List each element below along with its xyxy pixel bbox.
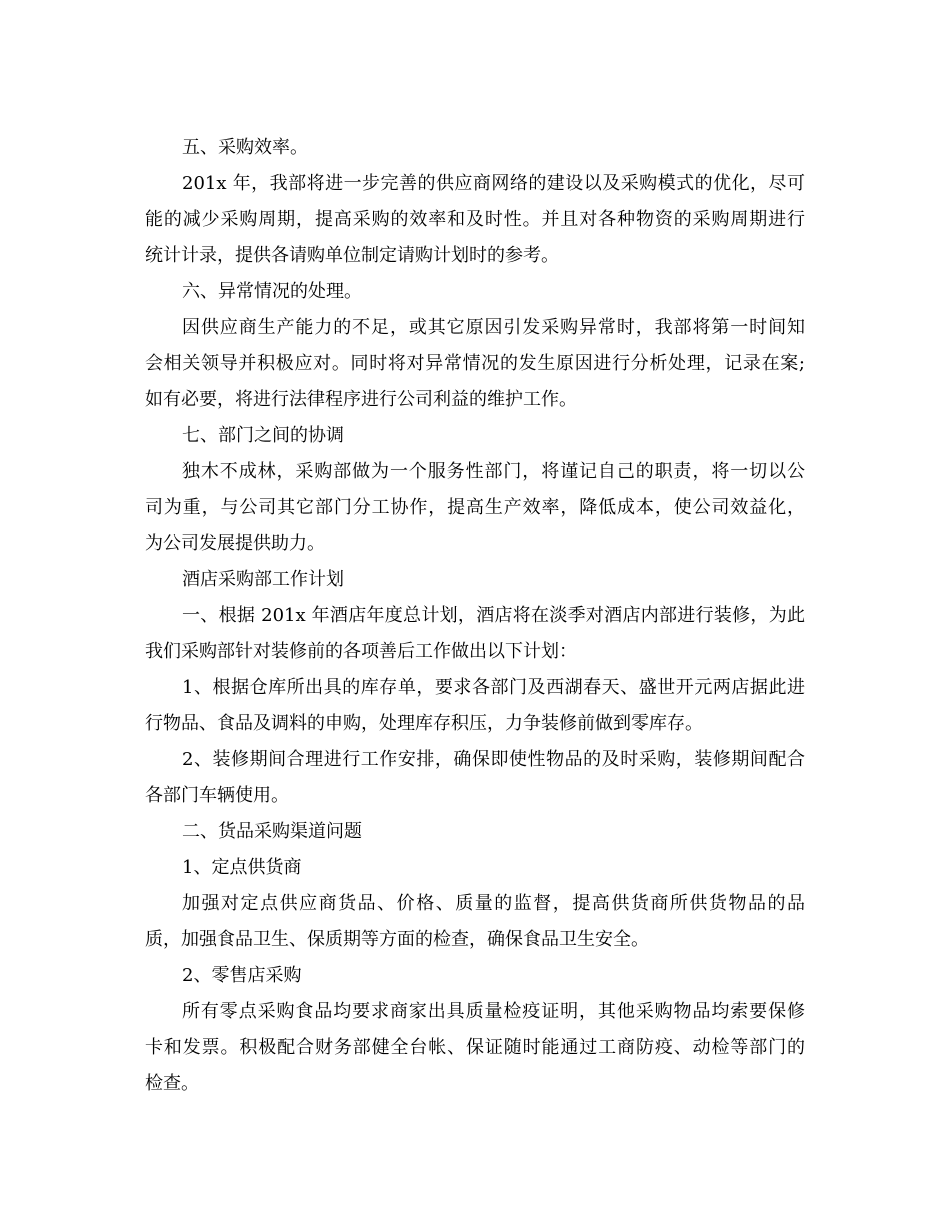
text-line: 酒店采购部工作计划 [182, 569, 344, 590]
paragraph-plan-intro [145, 598, 805, 670]
text-line: 质，加强食品卫生、保质期等方面的检查，确保食品卫生安全。 [145, 929, 649, 950]
paragraph-plan-item-2 [145, 742, 805, 814]
document-subtitle [145, 562, 805, 598]
text-line: 卡和发票。积极配合财务部健全台帐、保证随时能通过工商防疫、动检等部门的 [145, 1037, 805, 1058]
text-line: 独木不成林，采购部做为一个服务性部门，将谨记自己的职责，将一切以公 [182, 461, 805, 482]
text-line: 统计计录，提供各请购单位制定请购计划时的参考。 [145, 245, 559, 266]
section-heading-coordination [145, 418, 805, 454]
text-line: 司为重，与公司其它部门分工协作，提高生产效率，降低成本，使公司效益化， [145, 497, 805, 518]
text-line: 2、装修期间合理进行工作安排，确保即使性物品的及时采购，装修期间配合 [182, 749, 805, 770]
text-line: 二、货品采购渠道问题 [182, 821, 362, 842]
document-body [145, 130, 805, 1102]
subheading-designated-supplier [145, 850, 805, 886]
text-line: 2、零售店采购 [182, 965, 302, 986]
text-line: 五、采购效率。 [182, 137, 308, 158]
text-line: 1、根据仓库所出具的库存单，要求各部门及西湖春天、盛世开元两店据此进 [182, 677, 805, 698]
section-heading-procurement-efficiency [145, 130, 805, 166]
paragraph-exception-handling [145, 310, 805, 418]
text-line: 我们采购部针对装修前的各项善后工作做出以下计划： [145, 641, 577, 662]
text-line: 行物品、食品及调料的申购，处理库存积压，力争装修前做到零库存。 [145, 713, 703, 734]
text-line: 检查。 [145, 1073, 199, 1094]
paragraph-plan-item-1 [145, 670, 805, 742]
paragraph-coordination [145, 454, 805, 562]
text-line: 六、异常情况的处理。 [182, 281, 362, 302]
text-line: 因供应商生产能力的不足，或其它原因引发采购异常时，我部将第一时间知 [182, 317, 805, 338]
text-line: 能的减少采购周期，提高采购的效率和及时性。并且对各种物资的采购周期进行 [145, 209, 805, 230]
text-line: 加强对定点供应商货品、价格、质量的监督，提高供货商所供货物品的品 [182, 893, 805, 914]
text-line: 会相关领导并积极应对。同时将对异常情况的发生原因进行分析处理，记录在案; [145, 353, 805, 374]
section-heading-exception-handling [145, 274, 805, 310]
text-line: 201x 年，我部将进一步完善的供应商网络的建设以及采购模式的优化，尽可 [182, 173, 805, 194]
text-line: 为公司发展提供助力。 [145, 533, 325, 554]
text-line: 一、根据 201x 年酒店年度总计划，酒店将在淡季对酒店内部进行装修，为此 [182, 605, 805, 626]
text-line: 如有必要，将进行法律程序进行公司利益的维护工作。 [145, 389, 577, 410]
section-heading-channels [145, 814, 805, 850]
paragraph-designated-supplier [145, 886, 805, 958]
text-line: 1、定点供货商 [182, 857, 302, 878]
text-line: 所有零点采购食品均要求商家出具质量检疫证明，其他采购物品均索要保修 [182, 1001, 805, 1022]
subheading-retail-procurement [145, 958, 805, 994]
text-line: 各部门车辆使用。 [145, 785, 289, 806]
paragraph-procurement-efficiency [145, 166, 805, 274]
text-line: 七、部门之间的协调 [182, 425, 344, 446]
paragraph-retail-procurement [145, 994, 805, 1102]
